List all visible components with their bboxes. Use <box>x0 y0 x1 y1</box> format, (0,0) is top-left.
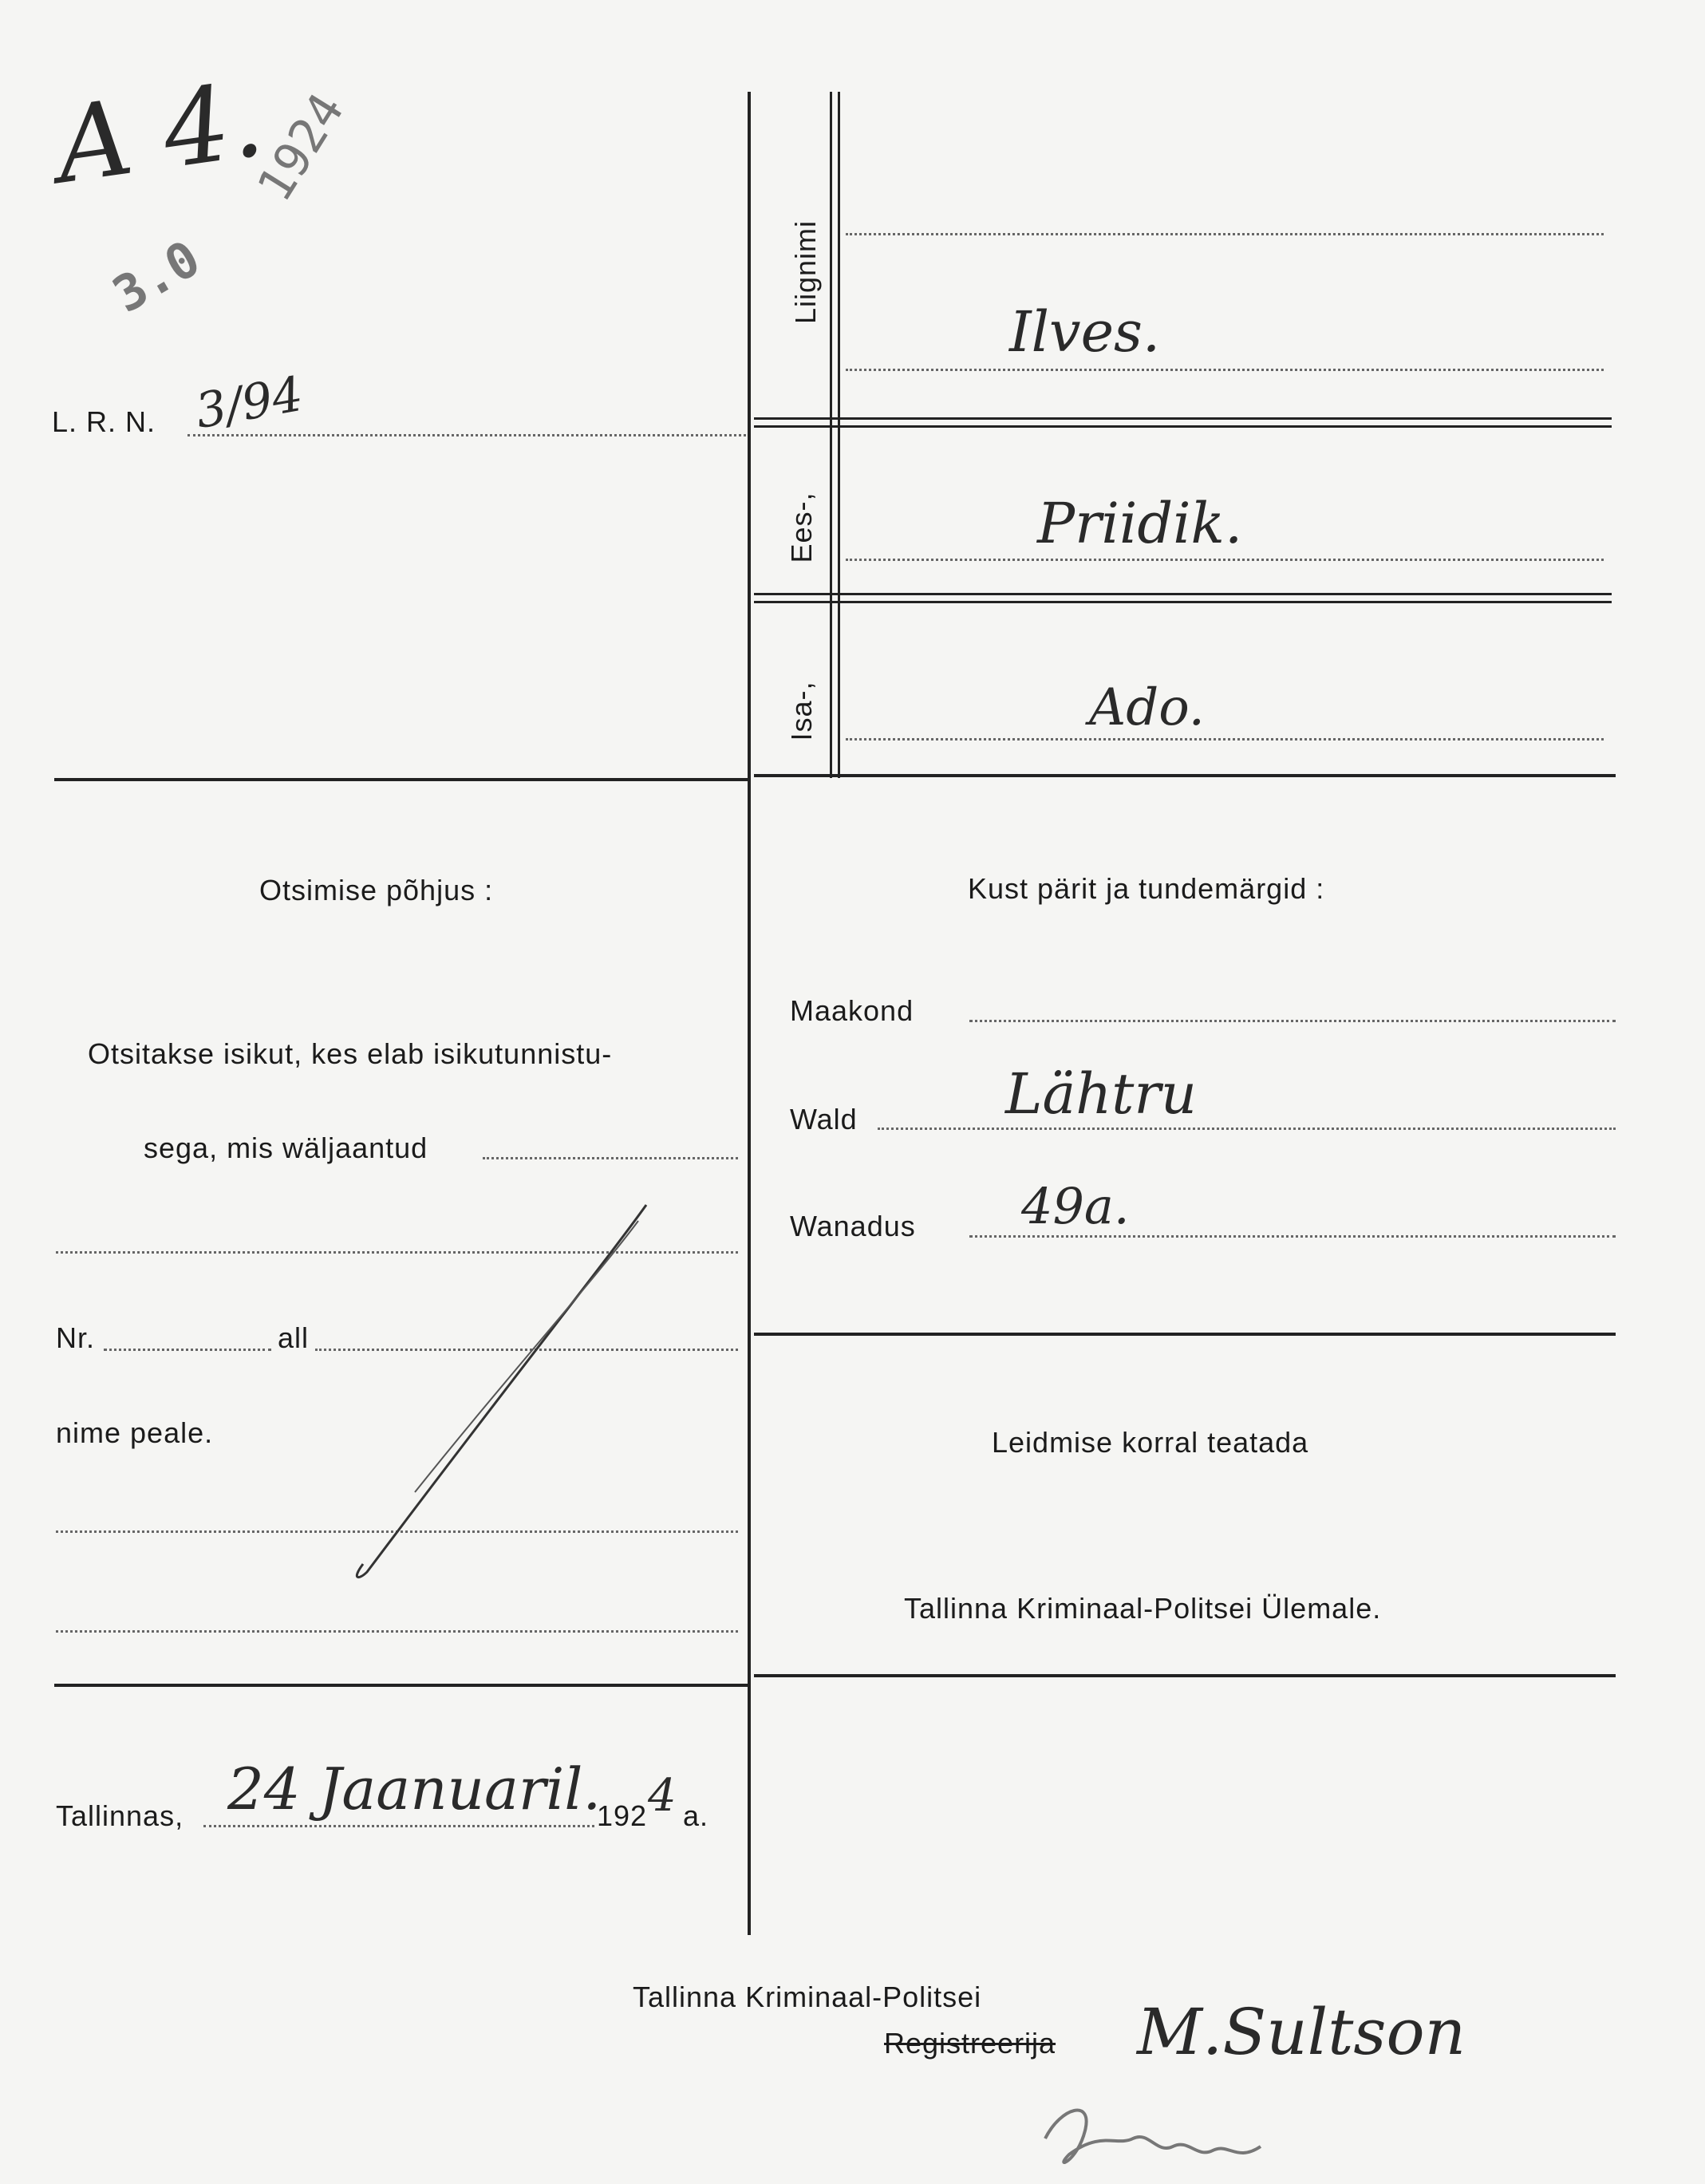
date-dotted-line <box>203 1825 594 1827</box>
name-block-left-rule <box>830 92 832 778</box>
wald-dotted-line <box>878 1128 1616 1130</box>
lrn-dotted-line <box>187 434 746 436</box>
first-name-dotted-line <box>846 559 1604 561</box>
firstname-separator-1 <box>754 593 1612 595</box>
origin-heading: Kust pärit ja tundemärgid : <box>968 872 1325 905</box>
upper-left-divider <box>54 778 748 781</box>
date-day-month: 24 Jaanuaril. <box>227 1755 602 1823</box>
date-year-suffix: a. <box>683 1799 709 1832</box>
firstname-separator-2 <box>754 601 1612 603</box>
surname-label: Liignimi <box>789 219 822 325</box>
date-year-digit: 4 <box>648 1770 677 1822</box>
surname-separator-1 <box>754 417 1612 420</box>
footer-role: Registreerija <box>884 2027 1056 2060</box>
cancel-stroke <box>271 1197 670 1596</box>
father-name-value: Ado. <box>1089 678 1205 737</box>
maakond-dotted-line <box>969 1020 1616 1022</box>
surname-value: Ilves. <box>1009 299 1161 365</box>
wald-value: Lähtru <box>1005 1061 1197 1127</box>
issued-by-dotted-line <box>483 1157 738 1159</box>
date-year-prefix: 192 <box>597 1799 648 1832</box>
surname-dotted-line-2 <box>846 369 1604 371</box>
wald-label: Wald <box>790 1103 858 1135</box>
surname-dotted-line-1 <box>846 233 1604 235</box>
all-label: all <box>278 1321 310 1354</box>
origin-bottom-divider <box>754 1333 1616 1336</box>
wanadus-label: Wanadus <box>790 1210 916 1242</box>
registrar-signature: M.Sultson <box>1137 1995 1466 2069</box>
date-stamp-day: 3.0 <box>103 228 210 325</box>
second-signature-scribble <box>1029 2091 1316 2178</box>
upper-right-divider <box>754 774 1616 777</box>
lower-right-divider <box>754 1674 1616 1677</box>
nr-label: Nr. <box>56 1321 96 1354</box>
lower-left-divider <box>54 1684 748 1687</box>
first-name-label: Ees-, <box>785 492 818 563</box>
notify-line-1: Leidmise korral teatada <box>992 1426 1309 1459</box>
father-name-dotted-line <box>846 738 1604 741</box>
notify-line-2: Tallinna Kriminaal-Politsei Ülemale. <box>904 1592 1382 1625</box>
lrn-value: 3/94 <box>191 365 307 440</box>
reason-heading: Otsimise põhjus : <box>259 874 494 906</box>
reason-blank-line-3 <box>56 1630 738 1633</box>
footer-authority: Tallinna Kriminaal-Politsei <box>633 1981 982 2013</box>
name-block-right-rule <box>838 92 840 778</box>
surname-separator-2 <box>754 425 1612 428</box>
wanadus-value: 49a. <box>1021 1177 1130 1235</box>
nr-dotted-line <box>104 1349 271 1351</box>
wanadus-dotted-line <box>969 1235 1616 1238</box>
father-name-label: Isa-, <box>785 681 818 741</box>
first-name-value: Priidik. <box>1037 491 1243 556</box>
maakond-label: Maakond <box>790 994 914 1027</box>
date-place: Tallinnas, <box>56 1799 184 1832</box>
reason-line-2: sega, mis wäljaantud <box>144 1131 428 1164</box>
handwritten-reference-mark: A 4. <box>48 57 270 207</box>
reason-line-1: Otsitakse isikut, kes elab isikutunnistu- <box>88 1037 613 1070</box>
center-divider <box>748 92 751 1935</box>
nime-peale-label: nime peale. <box>56 1416 214 1449</box>
lrn-label: L. R. N. <box>52 405 156 438</box>
date-stamp-year: 1924 <box>247 84 356 211</box>
